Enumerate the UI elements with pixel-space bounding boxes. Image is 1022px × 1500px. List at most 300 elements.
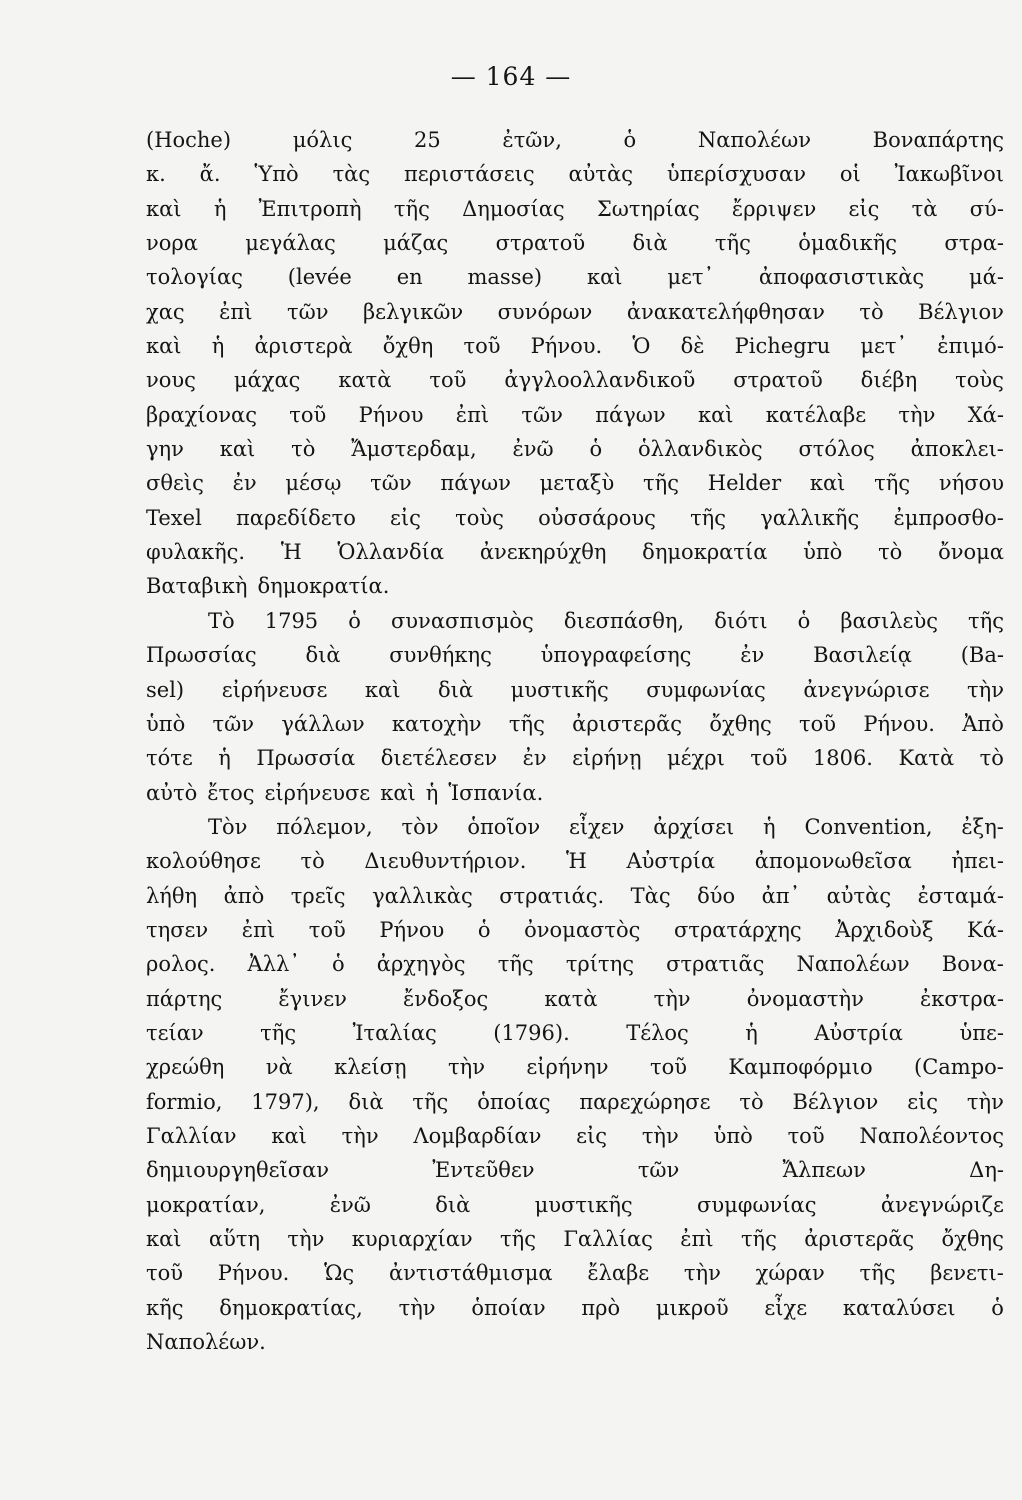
text-line (146, 226, 1004, 260)
word: μέχρι (667, 746, 725, 771)
word: τὰς (332, 162, 371, 187)
word: τὸ (739, 1089, 764, 1114)
word: (Campo- (914, 1055, 1004, 1080)
word: ὄχθης (941, 1227, 1004, 1251)
word: κατὰ (544, 986, 598, 1011)
word: ὀνομαστὸς (524, 917, 641, 942)
body-text (146, 123, 1004, 1359)
word: Βέλγιον (792, 1089, 879, 1114)
word: εἶχε (764, 1295, 808, 1320)
word: καὶ (697, 402, 734, 427)
text-line (146, 810, 1004, 844)
word: ἡ (763, 814, 776, 839)
word: τῶν (637, 1158, 680, 1183)
word: Αὐστρία (626, 849, 716, 874)
word: Ἀλλ᾽ (247, 952, 300, 977)
word: στρατιᾶς (666, 952, 765, 977)
word: ὁποίαν (471, 1295, 546, 1320)
word: διὰ (438, 677, 474, 702)
text-line (146, 844, 1004, 878)
word: διὰ (632, 231, 668, 256)
word: τοῦ (289, 402, 327, 427)
word: χρεώθη (146, 1055, 225, 1080)
word: Τὸ (208, 608, 235, 633)
word: ἀρχηγὸς (376, 952, 466, 977)
word: γαλλικὰς (372, 883, 473, 908)
word: Ὁ (632, 334, 651, 359)
text-line (146, 466, 1004, 500)
word: ἐμπροσθο- (893, 505, 1004, 530)
text-line (146, 638, 1004, 672)
word: Ρήνου. (530, 334, 603, 359)
word: Βασιλείᾳ (813, 643, 912, 668)
word: δὲ (680, 334, 705, 359)
word: ἀποφασιστικὰς (758, 265, 925, 290)
word: τῆς (859, 1261, 896, 1286)
word: Ἀρχιδοὺξ (835, 917, 934, 942)
word: τοῦ (799, 711, 837, 736)
word: ὑπερίσχυσαν (666, 162, 806, 187)
word: καὶ (809, 471, 846, 496)
word: Τέλος (626, 1020, 689, 1045)
word: ὀνομαστὴν (746, 986, 864, 1011)
word: τὸ (878, 540, 903, 565)
word: ἀπομονωθεῖσα (754, 849, 912, 874)
word: τῆς (740, 1227, 777, 1251)
word: καὶ (219, 437, 256, 462)
word: νὰ (265, 1055, 293, 1080)
text-line (146, 913, 1004, 947)
text-line (146, 1291, 1004, 1325)
word: ὑπογραφείσης (540, 643, 692, 668)
word: τότε (146, 746, 193, 771)
word: κλείσῃ (334, 1055, 407, 1080)
text-line (146, 707, 1004, 741)
word: κατὰ (338, 368, 392, 393)
word: τὸ (300, 849, 325, 874)
word: ἐπὶ (219, 299, 253, 324)
word: τοῦ (787, 1123, 825, 1148)
text-line (146, 1222, 1004, 1256)
word: βραχίονας (146, 402, 257, 427)
word: περιστάσεις (403, 162, 535, 187)
word: ἐνῶ (512, 437, 554, 462)
word: 1806. (812, 746, 873, 771)
text-line (146, 398, 1004, 432)
word: εἰς (907, 1089, 939, 1114)
word: ἐτῶν, (502, 128, 562, 152)
word: Δημοσίας (462, 196, 565, 221)
word: βασιλεὺς (840, 608, 938, 633)
word: καὶ (380, 780, 416, 805)
word: τοὺς (455, 505, 504, 530)
text-line (146, 260, 1004, 294)
word: πάγων (595, 402, 666, 427)
word: (1796). (493, 1020, 570, 1045)
word: 1795 (264, 608, 319, 633)
word: κατέλαβε (765, 402, 867, 427)
word: διὰ (435, 1192, 471, 1217)
word: ὁ (589, 437, 603, 462)
word: καὶ (586, 265, 623, 290)
word: μεταξὺ (539, 471, 615, 496)
word: (Hoche) (146, 128, 232, 152)
word: masse) (467, 265, 543, 290)
word: ἔγινεν (278, 986, 347, 1011)
word: Γαλλίας (563, 1227, 653, 1251)
word: ἀνακατελήφθησαν (626, 299, 825, 324)
text-line (146, 363, 1004, 397)
word: Κατὰ (898, 746, 955, 771)
word: διὰ (348, 1089, 384, 1114)
word: γάλλων (281, 711, 365, 736)
word: μυστικῆς (510, 677, 609, 702)
word: πρὸ (581, 1295, 621, 1320)
word: τολογίας (146, 265, 243, 290)
word: ἀριστερᾶς (572, 711, 683, 736)
word: χώραν (755, 1261, 825, 1286)
word: Σωτηρίας (596, 196, 700, 221)
word: Βαταβικὴ (146, 574, 248, 599)
word: εἰς (848, 196, 880, 221)
word: (levée (287, 265, 352, 290)
word: ἀριστερὰ (254, 334, 353, 359)
word: ἐν (232, 471, 257, 496)
word: μάζας (383, 231, 449, 256)
word: κυριαρχίαν (351, 1227, 473, 1251)
word: μεγάλας (245, 231, 336, 256)
word: τοῦ (146, 1261, 184, 1286)
word: ὁ (797, 608, 811, 633)
word: τὸν (401, 814, 439, 839)
word: ἔρριψεν (731, 196, 817, 221)
word: ἀγγλοολλανδικοῦ (504, 368, 696, 393)
word: Ἱσπανία. (448, 780, 544, 805)
word: Τὰς (630, 883, 671, 908)
text-line (146, 329, 1004, 363)
word: τὴν (641, 1123, 679, 1148)
word: ρολος. (146, 952, 216, 977)
word: ἐπὶ (455, 402, 490, 427)
word: ἀρχίσει (653, 814, 735, 839)
word: Διευθυντήριον. (364, 849, 527, 874)
word: ἔλαβε (587, 1261, 650, 1286)
word: Πρωσσίας (146, 643, 257, 668)
word: Ἰταλίας (352, 1020, 437, 1045)
word: ἀνεκηρύχθη (479, 540, 607, 565)
word: ὑπὸ (146, 711, 186, 736)
word: ἐνῶ (329, 1192, 371, 1217)
word: τῶν (521, 402, 563, 427)
word: διέβη (860, 368, 918, 393)
word: τὸ (859, 299, 884, 324)
word: ὑπὸ (713, 1123, 753, 1148)
word: Ἄμστερδαμ, (351, 437, 477, 462)
word: ἐν (740, 643, 765, 668)
word: Βοναπάρτης (872, 128, 1004, 152)
text-line (146, 604, 1004, 638)
word: ὁ (477, 917, 491, 942)
word: αὐτὰς (568, 162, 633, 187)
word: 1797), (251, 1089, 320, 1114)
word: νήσου (938, 471, 1004, 496)
word: Ναπολέοντος (859, 1123, 1004, 1148)
word: ὑπὸ (803, 540, 843, 565)
word: βενετι- (930, 1261, 1004, 1286)
word: μέσῳ (285, 471, 342, 496)
word: τείαν (146, 1020, 204, 1045)
word: εἰρήνην (526, 1055, 609, 1080)
word: Ὡς (324, 1261, 355, 1286)
text-line (146, 123, 1004, 157)
word: Βέλγιον (918, 299, 1004, 324)
text-line (146, 879, 1004, 913)
word: Ἡ (280, 540, 302, 565)
word: τῶν (212, 711, 255, 736)
word: πάρτης (146, 986, 223, 1011)
word: τῆς (500, 1227, 536, 1251)
word: τοῦ (429, 368, 467, 393)
word: ἀντιστάθμισμα (388, 1261, 553, 1286)
word: διὰ (305, 643, 341, 668)
word: ἀπ᾽ (761, 883, 801, 908)
text-line (146, 947, 1004, 981)
word: ἐκστρα- (919, 986, 1004, 1011)
word: μυστικῆς (534, 1192, 633, 1217)
word: ἠπει- (951, 849, 1004, 874)
text-line (146, 741, 1004, 775)
word: ἡ (218, 746, 231, 771)
word: τῶν (286, 299, 329, 324)
word: ὁποίας (477, 1089, 551, 1114)
word: Ναπολέων (796, 952, 910, 977)
word: Ὑπὸ (254, 162, 299, 187)
text-line (146, 982, 1004, 1016)
word: συμφωνίας (646, 677, 766, 702)
word: μάχας (233, 368, 301, 393)
word: ἡ (745, 1020, 758, 1045)
word: τὸ (291, 437, 316, 462)
word: κατοχὴν (391, 711, 482, 736)
word: Δη- (969, 1158, 1004, 1183)
word: φυλακῆς. (146, 540, 246, 565)
word: τὴν (966, 1089, 1004, 1114)
word: ἀποκλει- (910, 437, 1004, 462)
word: αὐτὸ (146, 780, 198, 805)
word: δημοκρατία (642, 540, 768, 565)
word: τὴν (398, 1295, 436, 1320)
word: τοῦ (463, 334, 501, 359)
word: καὶ (364, 677, 401, 702)
text-line (146, 501, 1004, 535)
word: σύ- (969, 196, 1004, 221)
word: ὁ (991, 1295, 1004, 1320)
word: τὴν (341, 1123, 379, 1148)
word: ἀριστερᾶς (804, 1227, 915, 1251)
word: ἀνεγνώριζε (880, 1192, 1004, 1217)
word: κ. (146, 162, 166, 187)
word: τοὺς (955, 368, 1004, 393)
word: συνασπισμὸς (390, 608, 534, 633)
word: Ἐντεῦθεν (432, 1158, 535, 1183)
word: τοῦ (308, 917, 346, 942)
word: τῆς (260, 1020, 297, 1045)
word: τῆς (412, 1089, 449, 1114)
word: ἡ (211, 334, 225, 359)
text-line (146, 1325, 1004, 1359)
word: στόλος (798, 437, 875, 462)
word: ἡ (213, 196, 227, 221)
word: Ρήνου. (863, 711, 935, 736)
word: διεσπάσθη, (563, 608, 685, 633)
word: εἰρήνευσε (221, 677, 328, 702)
word: ἐσταμά- (917, 883, 1004, 908)
word: μοκρατίαν, (146, 1192, 266, 1217)
word: πάγων (440, 471, 511, 496)
word: τὴν (287, 1227, 325, 1251)
word: ἐξη- (961, 814, 1004, 839)
word: Πρωσσία (256, 746, 356, 771)
word: τῆς (968, 608, 1004, 633)
word: τῆς (393, 196, 430, 221)
word: Ἄλπεων (782, 1158, 866, 1183)
word: en (396, 265, 423, 290)
word: ὁ (348, 608, 361, 633)
word: τοῦ (750, 746, 788, 771)
word: Ἐπιτροπὴ (258, 196, 362, 221)
word: ὄχθης (709, 711, 772, 736)
word: σθεὶς (146, 471, 204, 496)
word: γαλλικῆς (760, 505, 860, 530)
word: Ρήνου (379, 917, 445, 942)
word: κολούθησε (146, 849, 261, 874)
word: διότι (714, 608, 768, 633)
word: μόλις (292, 128, 353, 152)
word: ἔνδοξος (402, 986, 489, 1011)
word: Ἰακωβῖνοι (894, 162, 1004, 187)
word: μά- (969, 265, 1004, 290)
word: χας (146, 299, 185, 324)
word: ὁμαδικῆς (798, 231, 898, 256)
word: sel) (146, 677, 185, 702)
word: Ναπολέων. (146, 1330, 266, 1355)
word: (Ba- (960, 643, 1004, 668)
word: τὴν (448, 1055, 485, 1080)
text-line (146, 673, 1004, 707)
word: δύο (697, 883, 736, 908)
word: ἐπὶ (680, 1227, 714, 1251)
word: αὕτη (208, 1227, 261, 1251)
word: τὴν (653, 986, 691, 1011)
text-line (146, 1256, 1004, 1290)
word: τοῦ (649, 1055, 687, 1080)
word: λήθη (146, 883, 198, 908)
word: εἶχεν (568, 814, 625, 839)
word: τρεῖς (290, 883, 346, 908)
text-line (146, 1050, 1004, 1084)
word: οὐσσάρους (538, 505, 656, 530)
word: στρατιάς. (499, 883, 605, 908)
word: Κά- (967, 917, 1004, 942)
text-line (146, 569, 1004, 603)
word: γην (146, 437, 184, 462)
word: στρατοῦ (495, 231, 586, 256)
word: Χά- (967, 402, 1004, 427)
word: νορα (146, 231, 198, 256)
text-line (146, 1153, 1004, 1187)
text-line (146, 1188, 1004, 1222)
page-number: — 164 — (450, 62, 572, 91)
word: καὶ (146, 1227, 182, 1251)
word: καὶ (271, 1123, 307, 1148)
word: ἄ. (199, 162, 221, 187)
word: τὰ (911, 196, 938, 221)
word: Αὐστρία (814, 1020, 903, 1045)
word: τῆς (690, 505, 727, 530)
text-line (146, 192, 1004, 226)
word: καὶ (146, 334, 182, 359)
word: κῆς (146, 1295, 184, 1320)
word: μετ᾽ (667, 265, 714, 290)
word: μικροῦ (655, 1295, 729, 1320)
word: ὁ (623, 128, 637, 152)
word: Καμποφόρμιο (728, 1055, 873, 1080)
word: παρεχώρησε (579, 1089, 711, 1114)
word: ὁποῖον (467, 814, 541, 839)
word: formio, (146, 1089, 223, 1114)
text-line (146, 1085, 1004, 1119)
word: Texel (146, 505, 202, 530)
word: ἐπιμό- (937, 334, 1004, 359)
word: τῶν (370, 471, 412, 496)
word: ὑπε- (959, 1020, 1004, 1045)
text-line (146, 157, 1004, 191)
word: ἐν (522, 746, 547, 771)
word: ἔτος (207, 780, 255, 805)
word: Τὸν (208, 814, 248, 839)
word: τῆς (714, 231, 751, 256)
word: Ὁλλανδία (337, 540, 445, 565)
word: συνθήκης (389, 643, 492, 668)
word: Βονα- (941, 952, 1004, 977)
text-line (146, 295, 1004, 329)
word: Λομβαρδίαν (413, 1123, 542, 1148)
word: καὶ (146, 196, 182, 221)
word: μετ᾽ (860, 334, 908, 359)
word: τῆς (643, 471, 679, 496)
word: τὴν (898, 402, 936, 427)
word: εἰρήνευσε (264, 780, 371, 805)
word: Ρήνου (358, 402, 424, 427)
text-line (146, 1119, 1004, 1153)
word: διετέλεσεν (380, 746, 498, 771)
word: τῆς (874, 471, 911, 496)
word: ὁλλανδικὸς (638, 437, 763, 462)
word: καταλύσει (842, 1295, 956, 1320)
word: στρατοῦ (733, 368, 823, 393)
text-line (146, 535, 1004, 569)
word: στρα- (944, 231, 1004, 256)
word: εἰρήνῃ (572, 746, 642, 771)
word: τησεν (146, 917, 209, 942)
word: Ἡ (566, 849, 587, 874)
text-line (146, 776, 1004, 810)
word: ἀπὸ (223, 883, 265, 908)
word: τῆς (508, 711, 545, 736)
word: νους (146, 368, 196, 393)
word: ὄνομα (938, 540, 1004, 565)
word: Γαλλίαν (146, 1123, 237, 1148)
